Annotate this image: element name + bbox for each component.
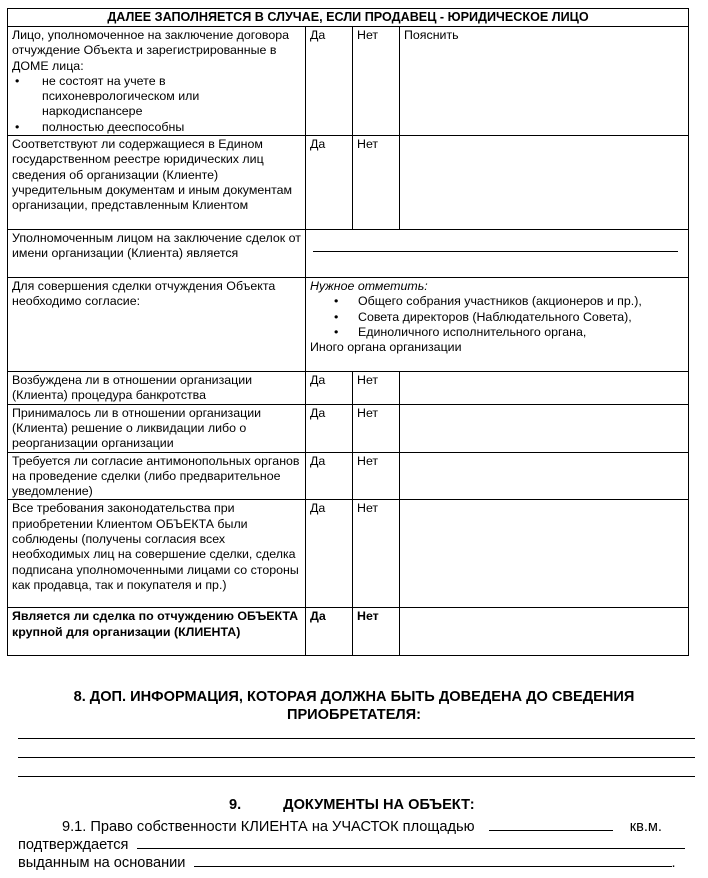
no-option[interactable]: Нет bbox=[353, 372, 400, 405]
table-row bbox=[8, 230, 689, 278]
info-line[interactable] bbox=[18, 757, 695, 758]
yes-option[interactable]: Да bbox=[306, 136, 353, 230]
approval-options bbox=[306, 278, 689, 372]
answer-cell[interactable] bbox=[400, 372, 689, 405]
table-row bbox=[8, 136, 689, 230]
answer-cell[interactable] bbox=[400, 136, 689, 230]
info-line[interactable] bbox=[18, 738, 695, 739]
answer-cell[interactable] bbox=[400, 500, 689, 608]
question-authorized-signer: Уполномоченным лицом на заключение сделок от имени организации (Клиента) является bbox=[8, 230, 306, 278]
issued-line: выданным на основании . bbox=[18, 855, 676, 871]
no-option[interactable]: Нет bbox=[353, 452, 400, 500]
no-option[interactable]: Нет bbox=[353, 608, 400, 656]
seller-legal-entity-table bbox=[7, 8, 689, 656]
authorized-signer-field[interactable] bbox=[306, 230, 689, 278]
section-8-title: 8. ДОП. ИНФОРМАЦИЯ, КОТОРАЯ ДОЛЖНА БЫТЬ ДОВЕДЕНА ДО СВЕДЕНИЯ ПРИОБРЕТАТЕЛЯ: bbox=[73, 689, 635, 723]
list-item: • полностью дееспособны bbox=[12, 120, 301, 135]
no-option[interactable]: Нет bbox=[353, 404, 400, 452]
yes-option[interactable]: Да bbox=[306, 404, 353, 452]
yes-option[interactable]: Да bbox=[306, 608, 353, 656]
condition-list bbox=[12, 74, 301, 135]
table-row bbox=[8, 608, 689, 656]
info-line[interactable] bbox=[18, 776, 695, 777]
list-item[interactable]: • Единоличного исполнительного органа, bbox=[310, 325, 684, 340]
question-legal-requirements: Все требования законодательства при приобретении Клиентом ОБЪЕКТА были соблюдены (получены согласия всех необходимых лиц на совершение сделки, сделка подписана уполномоченными лицами со стороны как продавца, так и покупателя и пр.) bbox=[8, 500, 306, 608]
list-item: • не состоят на учете в психоневрологическом или наркодиспансере bbox=[12, 74, 301, 120]
fill-line bbox=[313, 251, 678, 252]
question-bankruptcy: Возбуждена ли в отношении организации (Клиента) процедура банкротства bbox=[8, 372, 306, 405]
list-item[interactable]: • Совета директоров (Наблюдательного Совета), bbox=[310, 310, 684, 325]
question-approval-required: Для совершения сделки отчуждения Объекта необходимо согласие: bbox=[8, 278, 306, 372]
no-option[interactable]: Нет bbox=[353, 27, 400, 136]
yes-option[interactable]: Да bbox=[306, 372, 353, 405]
explain-field[interactable]: Пояснить bbox=[400, 27, 689, 136]
table-row bbox=[8, 372, 689, 405]
yes-option[interactable]: Да bbox=[306, 452, 353, 500]
issued-basis-field[interactable] bbox=[194, 854, 672, 867]
confirmed-line: подтверждается bbox=[18, 836, 698, 854]
answer-cell[interactable] bbox=[400, 608, 689, 656]
table-row bbox=[8, 278, 689, 372]
table-header: ДАЛЕЕ ЗАПОЛНЯЕТСЯ В СЛУЧАЕ, ЕСЛИ ПРОДАВЕЦ - ЮРИДИЧЕСКОЕ ЛИЦО bbox=[8, 9, 689, 27]
ownership-line: 9.1. Право собственности КЛИЕНТА на УЧАСТОК площадью кв.м. bbox=[62, 819, 662, 835]
question-authorized-person: Лицо, уполномоченное на заключение договора отчуждение Объекта и зарегистрированные в ДОМЕ лица: • не состоят на учете в психоневрологическом или наркодиспансере • полностью дееспособны bbox=[8, 27, 306, 136]
approval-list bbox=[310, 294, 684, 340]
no-option[interactable]: Нет bbox=[353, 136, 400, 230]
table-row bbox=[8, 500, 689, 608]
question-egrul: Соответствуют ли содержащиеся в Едином государственном реестре юридических лиц сведения об организации (Клиенте) учредительным документам и иным документам организации, представленным Клиентом bbox=[8, 136, 306, 230]
question-liquidation: Принималось ли в отношении организации (Клиента) решение о ликвидации либо о реорганизации организации bbox=[8, 404, 306, 452]
section-9-title: 9. ДОКУМЕНТЫ НА ОБЪЕКТ: bbox=[229, 797, 475, 813]
table-row bbox=[8, 27, 689, 136]
answer-cell[interactable] bbox=[400, 404, 689, 452]
yes-option[interactable]: Да bbox=[306, 500, 353, 608]
note-title: Нужное отметить: bbox=[310, 279, 428, 294]
no-option[interactable]: Нет bbox=[353, 500, 400, 608]
confirmed-by-field[interactable] bbox=[137, 836, 685, 849]
table-row bbox=[8, 404, 689, 452]
area-field[interactable] bbox=[489, 818, 613, 831]
question-antimonopoly: Требуется ли согласие антимонопольных органов на проведение сделки (либо предварительное уведомление) bbox=[8, 452, 306, 500]
list-item[interactable]: • Общего собрания участников (акционеров и пр.), bbox=[310, 294, 684, 309]
yes-option[interactable]: Да bbox=[306, 27, 353, 136]
question-major-deal: Является ли сделка по отчуждению ОБЪЕКТА крупной для организации (КЛИЕНТА) bbox=[8, 608, 306, 656]
table-row bbox=[8, 452, 689, 500]
other-body-option[interactable]: Иного органа организации bbox=[310, 340, 462, 355]
answer-cell[interactable] bbox=[400, 452, 689, 500]
